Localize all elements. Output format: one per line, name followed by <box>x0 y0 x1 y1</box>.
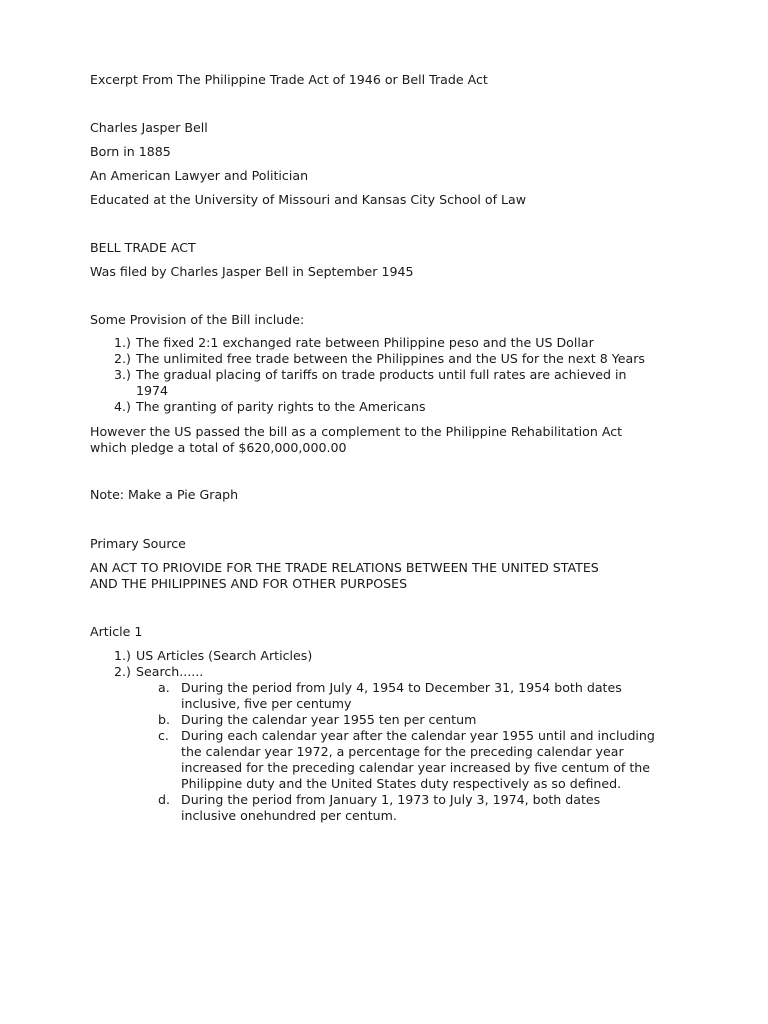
sublist-item-text: During each calendar year after the calendar year 1955 until and including <box>181 728 655 743</box>
list-item-text: The fixed 2:1 exchanged rate between Philippine peso and the US Dollar <box>136 335 594 350</box>
primary-source-label: Primary Source <box>90 536 186 551</box>
sublist-item-text: inclusive, five per centumy <box>181 696 352 711</box>
sublist-item-text: the calendar year 1972, a percentage for the preceding calendar year <box>181 744 624 759</box>
sublist-item-letter: c. <box>158 728 169 743</box>
however-paragraph: which pledge a total of $620,000,000.00 <box>90 440 347 455</box>
bio-born: Born in 1885 <box>90 144 171 159</box>
act-full-title: AN ACT TO PRIOVIDE FOR THE TRADE RELATIONS BETWEEN THE UNITED STATES <box>90 560 599 575</box>
list-item-text: 1974 <box>136 383 169 398</box>
sublist-item-letter: b. <box>158 712 170 727</box>
sublist-item-text: Philippine duty and the United States duty respectively as so defined. <box>181 776 622 791</box>
document-title: Excerpt From The Philippine Trade Act of 1946 or Bell Trade Act <box>90 72 488 87</box>
bio-role: An American Lawyer and Politician <box>90 168 309 183</box>
note: Note: Make a Pie Graph <box>90 487 239 502</box>
sublist-item-text: increased for the preceding calendar year increased by five centum of the <box>181 760 651 775</box>
list-item-number: 1.) <box>114 335 131 350</box>
sublist-item-text: During the period from January 1, 1973 to July 3, 1974, both dates <box>181 792 601 807</box>
list-item-text: Search...... <box>136 664 204 679</box>
sublist-item-text: inclusive onehundred per centum. <box>181 808 397 823</box>
sublist-item-letter: a. <box>158 680 170 695</box>
sublist-item-text: During the calendar year 1955 ten per centum <box>181 712 477 727</box>
list-item-number: 3.) <box>114 367 131 382</box>
list-item-text: US Articles (Search Articles) <box>136 648 313 663</box>
act-filed: Was filed by Charles Jasper Bell in September 1945 <box>90 264 414 279</box>
act-heading: BELL TRADE ACT <box>90 240 196 255</box>
provisions-intro: Some Provision of the Bill include: <box>90 312 305 327</box>
list-item-text: The gradual placing of tariffs on trade products until full rates are achieved in <box>136 367 627 382</box>
bio-education: Educated at the University of Missouri and Kansas City School of Law <box>90 192 527 207</box>
act-full-title: AND THE PHILIPPINES AND FOR OTHER PURPOSES <box>90 576 408 591</box>
list-item-number: 4.) <box>114 399 131 414</box>
bio-name: Charles Jasper Bell <box>90 120 208 135</box>
list-item-text: The unlimited free trade between the Philippines and the US for the next 8 Years <box>136 351 645 366</box>
list-item-text: The granting of parity rights to the Americans <box>136 399 426 414</box>
article-label: Article 1 <box>90 624 143 639</box>
list-item-number: 2.) <box>114 351 131 366</box>
list-item-number: 1.) <box>114 648 131 663</box>
list-item-number: 2.) <box>114 664 131 679</box>
sublist-item-letter: d. <box>158 792 170 807</box>
sublist-item-text: During the period from July 4, 1954 to December 31, 1954 both dates <box>181 680 622 695</box>
however-paragraph: However the US passed the bill as a complement to the Philippine Rehabilitation Act <box>90 424 623 439</box>
